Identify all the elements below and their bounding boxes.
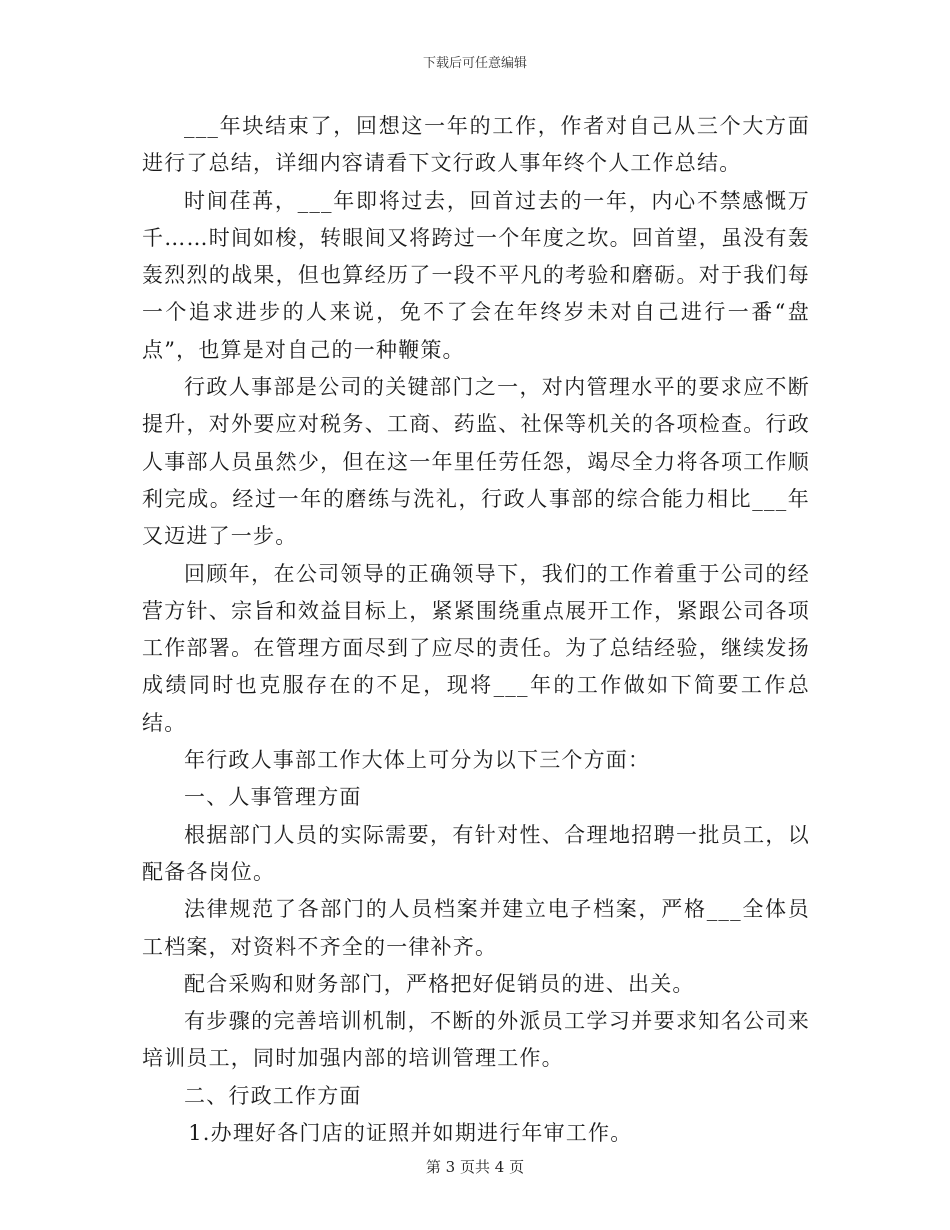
section-heading-personnel: 一、人事管理方面 [184, 785, 362, 810]
paragraph-department: 行政人事部是公司的关键部门之一，对内管理水平的要求应不断提升，对外要应对税务、工商、药监、社保等机关的各项检查。行政人事部人员虽然少，但在这一年里任劳任怨，竭尽全力将各项工作顺利完成。经过一年的磨练与洗礼，行政人事部的综合能力相比___年又迈进了一步。 [142, 375, 810, 549]
paragraph-procurement: 配合采购和财务部门，严格把好促销员的进、出关。 [184, 971, 695, 996]
paragraph-overview: 年行政人事部工作大体上可分为以下三个方面： [184, 748, 651, 773]
paragraph-review: 回顾年，在公司领导的正确领导下，我们的工作着重于公司的经营方针、宗旨和效益目标上，紧紧围绕重点展开工作，紧跟公司各项工作部署。在管理方面尽到了应尽的责任。为了总结经验，继续发扬成绩同时也克服存在的不足，现将___年的工作做如下简要工作总结。 [142, 561, 810, 735]
page-header: 下载后可任意编辑 [422, 56, 527, 71]
document-body [142, 108, 810, 1152]
list-item-licenses: 1.办理好各门店的证照并如期进行年审工作。 [188, 1121, 633, 1146]
section-heading-administration: 二、行政工作方面 [184, 1083, 362, 1108]
paragraph-training: 有步骤的完善培训机制，不断的外派员工学习并要求知名公司来培训员工，同时加强内部的培训管理工作。 [142, 1009, 810, 1071]
paragraph-recruiting: 根据部门人员的实际需要，有针对性、合理地招聘一批员工，以配备各岗位。 [142, 822, 810, 884]
page-footer: 第 3 页共 4 页 [425, 1158, 525, 1176]
paragraph-archives: 法律规范了各部门的人员档案并建立电子档案，严格___全体员工档案，对资料不齐全的一律补齐。 [142, 897, 810, 959]
paragraph-time: 时间荏苒，___年即将过去，回首过去的一年，内心不禁感慨万千……时间如梭，转眼间又将跨过一个年度之坎。回首望，虽没有轰轰烈烈的战果，但也算经历了一段不平凡的考验和磨砺。对于我们每一个追求进步的人来说，免不了会在年终岁未对自己进行一番“盘点”，也算是对自己的一种鞭策。 [142, 188, 810, 362]
paragraph-intro: ___年块结束了，回想这一年的工作，作者对自己从三个大方面进行了总结，详细内容请看下文行政人事年终个人工作总结。 [142, 114, 810, 176]
